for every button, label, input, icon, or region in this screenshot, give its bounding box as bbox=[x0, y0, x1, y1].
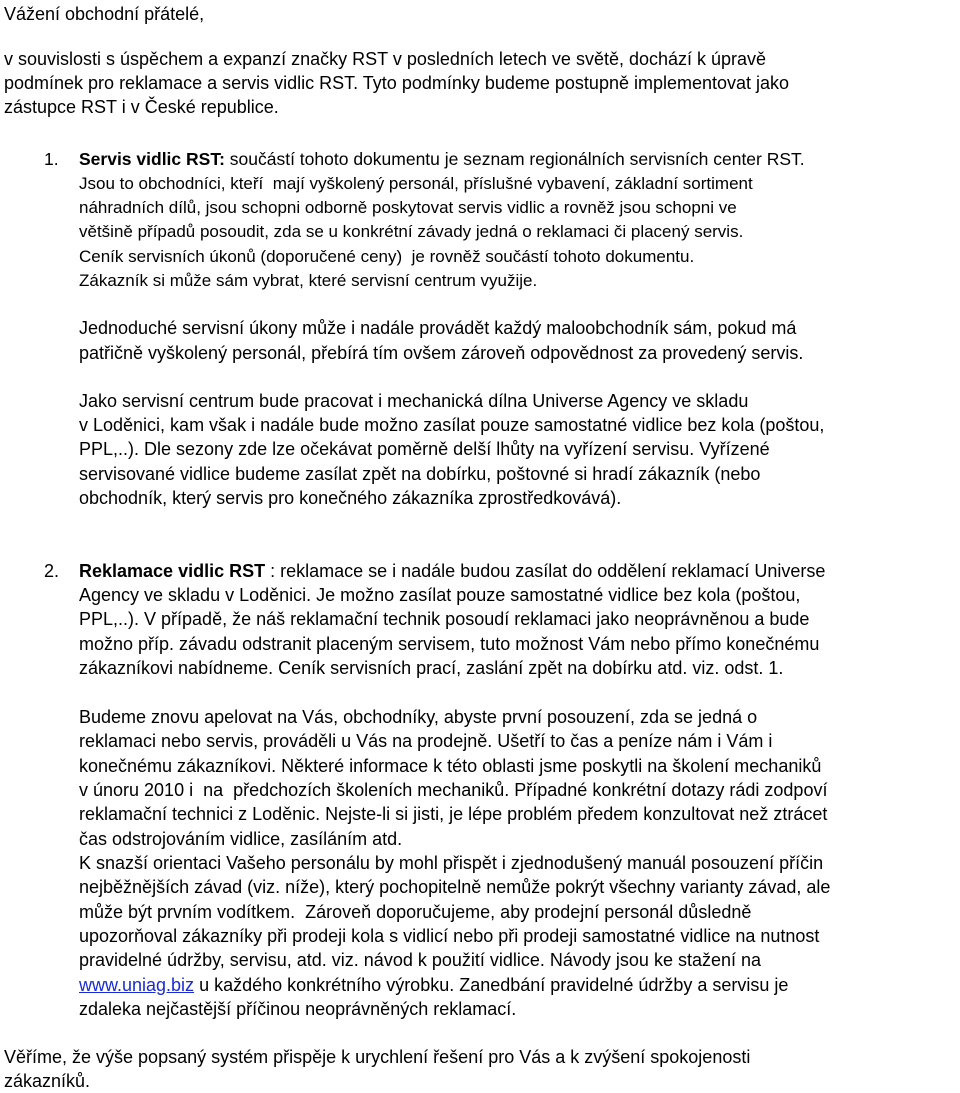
greeting: Vážení obchodní přátelé, bbox=[4, 4, 205, 24]
section-2-text-line: PPL,..). V případě, že náš reklamační technik posoudí reklamaci jako neoprávněnou a bude bbox=[79, 609, 810, 629]
closing-line: Věříme, že výše popsaný systém přispěje k urychlení řešení pro Vás a k zvýšení spokojenosti bbox=[4, 1047, 751, 1067]
section-1-text-line: obchodník, který servis pro konečného zákazníka zprostředkovává). bbox=[79, 488, 622, 508]
section-2-text-line: konečnému zákazníkovi. Některé informace k této oblasti jsme poskytli na školení mechaniků bbox=[79, 756, 822, 776]
intro-line: v souvislosti s úspěchem a expanzí značky RST v posledních letech ve světě, dochází k úpravě bbox=[4, 49, 767, 69]
section-1-text-line: Jako servisní centrum bude pracovat i mechanická dílna Universe Agency ve skladu bbox=[79, 391, 749, 411]
section-2-text-line: čas odstrojováním vidlice, zasíláním atd. bbox=[79, 829, 403, 849]
section-1-text-line: Jednoduché servisní úkony může i nadále provádět každý maloobchodník sám, pokud má bbox=[79, 318, 797, 338]
section-1-text-line: PPL,..). Dle sezony zde lze očekávat poměrně delší lhůty na vyřízení servisu. Vyřízené bbox=[79, 439, 770, 459]
section-1-text-line: Ceník servisních úkonů (doporučené ceny) je rovněž součástí tohoto dokumentu. bbox=[79, 247, 695, 266]
intro-line: podmínek pro reklamace a servis vidlic RST. Tyto podmínky budeme postupně implementovat jako bbox=[4, 73, 790, 93]
intro-line: zástupce RST i v České republice. bbox=[4, 97, 279, 117]
section-1-heading-line bbox=[79, 147, 805, 171]
uniag-link[interactable]: www.uniag.biz bbox=[79, 975, 195, 995]
section-2-text-line: možno příp. závadu odstranit placeným servisem, tuto možnost Vám nebo přímo konečnému bbox=[79, 634, 820, 654]
section-2-text-line: reklamační technici z Loděnic. Nejste-li si jisti, je lépe problém předem konzultovat než ztrácet bbox=[79, 804, 828, 824]
section-1-heading-rest: součástí tohoto dokumentu je seznam regionálních servisních center RST. bbox=[224, 149, 805, 169]
section-2-link-line bbox=[79, 973, 788, 997]
section-2-text-after-link: u každého konkrétního výrobku. Zanedbání pravidelné údržby a servisu je bbox=[194, 975, 789, 995]
section-2-heading-rest: : reklamace se i nadále budou zasílat do oddělení reklamací Universe bbox=[265, 561, 826, 581]
section-1-number: 1. bbox=[44, 149, 59, 169]
section-2-text-line: pravidelné údržby, servisu, atd. viz. návod k použití vidlice. Návody jsou ke stažení na bbox=[79, 950, 762, 970]
closing-line: zákazníků. bbox=[4, 1071, 91, 1091]
section-1-text-line: náhradních dílů, jsou schopni odborně poskytovat servis vidlic a rovněž jsou schopni ve bbox=[79, 198, 737, 217]
section-1-text-line: patřičně vyškolený personál, přebírá tím ovšem zároveň odpovědnost za provedený servis. bbox=[79, 343, 804, 363]
section-2-text-line: nejběžnějších závad (viz. níže), který pochopitelně nemůže pokrýt všechny varianty závad, ale bbox=[79, 877, 831, 897]
section-1-heading: Servis vidlic RST: bbox=[79, 149, 225, 169]
section-2-heading-line bbox=[79, 559, 825, 583]
section-2-text-line: zdaleka nejčastější příčinou neoprávněných reklamací. bbox=[79, 999, 517, 1019]
section-2-text-line: Agency ve skladu v Loděnici. Je možno zasílat pouze samostatné vidlice bez kola (poštou, bbox=[79, 585, 801, 605]
section-2-text-line: K snazší orientaci Vašeho personálu by mohl přispět i zjednodušený manuál posouzení příčin bbox=[79, 853, 824, 873]
section-2-text-line: upozorňoval zákazníky při prodeji kola s vidlicí nebo při prodeji samostatné vidlice na nutnost bbox=[79, 926, 820, 946]
section-2-text-line: zákazníkovi nabídneme. Ceník servisních prací, zaslání zpět na dobírku atd. viz. odst. 1. bbox=[79, 658, 784, 678]
section-2-number: 2. bbox=[44, 561, 60, 581]
section-1-text-line: v Loděnici, kam však i nadále bude možno zasílat pouze samostatné vidlice bez kola (poštou, bbox=[79, 415, 825, 435]
section-2-heading: Reklamace vidlic RST bbox=[79, 561, 266, 581]
section-2-text-line: Budeme znovu apelovat na Vás, obchodníky, abyste první posouzení, zda se jedná o bbox=[79, 707, 758, 727]
section-2-text-line: může být prvním vodítkem. Zároveň doporučujeme, aby prodejní personál důsledně bbox=[79, 902, 752, 922]
section-1-text-line: Zákazník si může sám vybrat, které servisní centrum využije. bbox=[79, 271, 538, 290]
section-1-text-line: Jsou to obchodníci, kteří mají vyškolený personál, příslušné vybavení, základní sortiment bbox=[79, 174, 753, 193]
section-1-text-line: většině případů posoudit, zda se u konkrétní závady jedná o reklamaci či placený servis. bbox=[79, 222, 744, 241]
section-2-text-line: reklamaci nebo servis, prováděli u Vás na prodejně. Ušetří to čas a peníze nám i Vám i bbox=[79, 731, 773, 751]
section-2-text-line: v únoru 2010 i na předchozích školeních mechaniků. Případné konkrétní dotazy rádi zodpoví bbox=[79, 780, 828, 800]
section-1-text-line: servisované vidlice budeme zasílat zpět na dobírku, poštovné si hradí zákazník (nebo bbox=[79, 464, 761, 484]
